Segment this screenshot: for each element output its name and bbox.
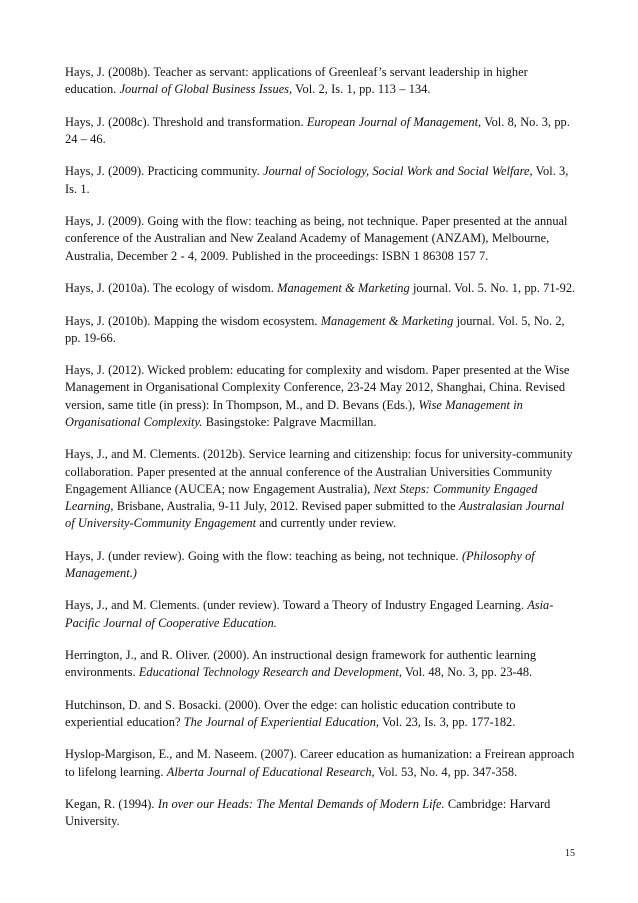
reference-entry: Hays, J. (2010a). The ecology of wisdom. Management & Marketing journal. Vol. 5. No. 1, pp. 71-92.	[65, 281, 576, 296]
reference-list	[65, 64, 577, 846]
reference-entry: Hays, J. (2009). Practicing community. Journal of Sociology, Social Work and Social Welfare, Vol. 3, Is. 1.	[65, 164, 569, 196]
reference-entry: Hays, J., and M. Clements. (under review). Toward a Theory of Industry Engaged Learning. Asia-Pacific Journal of Cooperative Education.	[65, 598, 554, 630]
reference-entry: Hays, J. (2010b). Mapping the wisdom ecosystem. Management & Marketing journal. Vol. 5, No. 2, pp. 19-66.	[65, 313, 565, 345]
reference-entry: Hyslop-Margison, E., and M. Naseem. (2007). Career education as humanization: a Freirean approach to lifelong learning. Alberta Journal of Educational Research, Vol. 53, No. 4, pp. 347-358.	[65, 747, 575, 779]
reference-entry: Hays, J. (2012). Wicked problem: educating for complexity and wisdom. Paper presented at the Wise Management in Organisational Complexity Conference, 23-24 May 2012, Shanghai, China. Revised version, same title (in press): In Thompson, M., and D. Bevans (Eds.), Wise Management in Organisational Complexity. Basingstoke: Palgrave Macmillan.	[65, 363, 570, 429]
reference-entry: Hays, J., and M. Clements. (2012b). Service learning and citizenship: focus for university-community collaboration. Paper presented at the annual conference of the Australian Universities Community Engagement Alliance (AUCEA; now Engagement Australia), Next Steps: Community Engaged Learning, Brisbane, Australia, 9-11 July, 2012. Revised paper submitted to the Australasian Journal of University-Community Engagement and currently under review.	[65, 447, 573, 531]
reference-entry: Hutchinson, D. and S. Bosacki. (2000). Over the edge: can holistic education contribute to experiential education? The Journal of Experiential Education, Vol. 23, Is. 3, pp. 177-182.	[65, 697, 516, 729]
reference-entry: Herrington, J., and R. Oliver. (2000). An instructional design framework for authentic learning environments. Educational Technology Research and Development, Vol. 48, No. 3, pp. 23-48.	[65, 648, 537, 680]
reference-entry: Hays, J. (2008b). Teacher as servant: applications of Greenleaf’s servant leadership in higher education. Journal of Global Business Issues, Vol. 2, Is. 1, pp. 113 – 134.	[65, 65, 528, 97]
reference-entry: Hays, J. (under review). Going with the flow: teaching as being, not technique. (Philosophy of Management.)	[65, 548, 535, 580]
reference-entry: Hays, J. (2009). Going with the flow: teaching as being, not technique. Paper presented at the annual conference of the Australian and New Zealand Academy of Management (ANZAM), Melbourne, Australia, December 2 - 4, 2009. Published in the proceedings: ISBN 1 86308 157 7.	[65, 214, 568, 263]
reference-entry: Hays, J. (2008c). Threshold and transformation. European Journal of Management, Vol. 8, No. 3, pp. 24 – 46.	[65, 114, 570, 146]
reference-entry: Kegan, R. (1994). In over our Heads: The Mental Demands of Modern Life. Cambridge: Harvard University.	[65, 797, 551, 829]
page-number: 15	[565, 848, 575, 859]
